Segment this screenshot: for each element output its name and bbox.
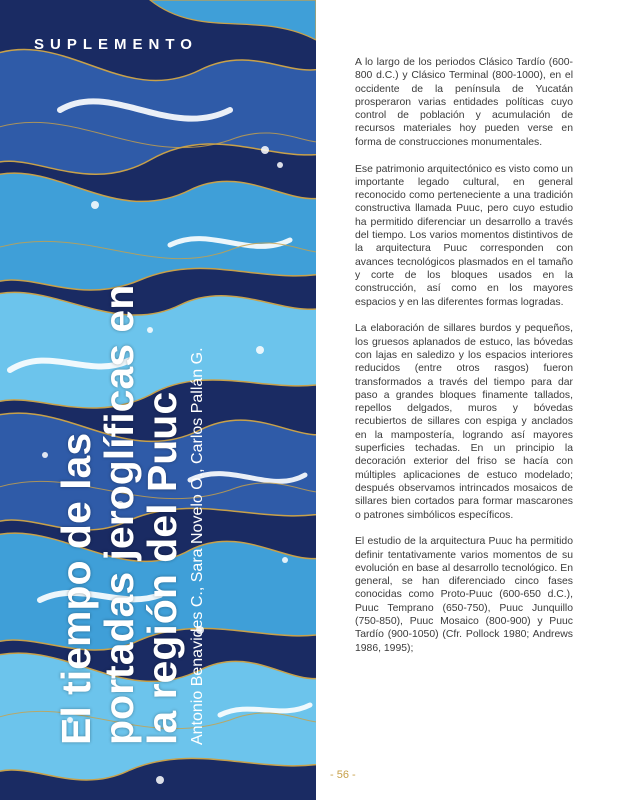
article-title-line-2: portadas jeroglíficas en <box>96 284 142 745</box>
article-title-line-3: la región del Puuc <box>139 391 185 745</box>
body-paragraph-3: La elaboración de sillares burdos y pequeños, los gruesos aplanados de estuco, las bóvedas con lajas en saledizo y los espacios interiores reducidos (entre otros rasgos) fueron transformados a través del tiempo para dar paso a grandes bloques finamente tallados, repellos delgados, muros y bóvedas recubiertos de sillares con espiga y anclados en la mampostería, logrando así mayores superficies techadas. En un principio la decoración exterior del friso se hacía con múltiples aplicaciones de estuco modelado; después observamos intrincados mosaicos de sillares bien cortados para formar mascarones o patrones simbólicos específicos. <box>355 323 573 521</box>
section-label: SUPLEMENTO <box>34 36 198 53</box>
page-number: - 56 - <box>330 769 356 781</box>
article-title-line-1: El tiempo de las <box>53 432 99 745</box>
body-paragraph-2: Ese patrimonio arquitectónico es visto como un importante legado cultural, en general reconocido como perteneciente a una tradición constructiva llamada Puuc, pero cuyo estudio ha permitido diferenciar un desarrollo a través del tiempo. Los varios momentos distintivos de la arquitectura Puuc corresponden con avances tecnológicos plasmados en el tamaño y corte de los bloques usados en la construcción, así como en los mayores espacios y en las diferentes formas logradas. <box>355 163 573 308</box>
article-title-block <box>55 25 208 745</box>
body-paragraph-4: El estudio de la arquitectura Puuc ha permitido definir tentativamente varios momentos de su evolución en base al desarrollo tecnológico. En general, se han diferenciado cinco fases conocidas como Proto-Puuc (600-650 d.C.), Puuc Temprano (650-750), Puuc Junquillo (750-850), Puuc Mosaico (800-900) y Puuc Tardío (900-1050) (Cfr. Pollock 1980; Andrews 1986, 1995); <box>355 536 573 654</box>
article-body <box>355 56 573 668</box>
body-paragraph-1: A lo largo de los periodos Clásico Tardío (600-800 d.C.) y Clásico Terminal (800-1000), en el occidente de la península de Yucatán prosperaron varias entidades políticas cuyo control de población y acumulación de recursos materiales hoy pueden verse en forma de construcciones monumentales. <box>355 57 573 148</box>
article-authors: Antonio Benavides C., Sara Novelo O., Carlos Pallán G. <box>189 347 206 745</box>
